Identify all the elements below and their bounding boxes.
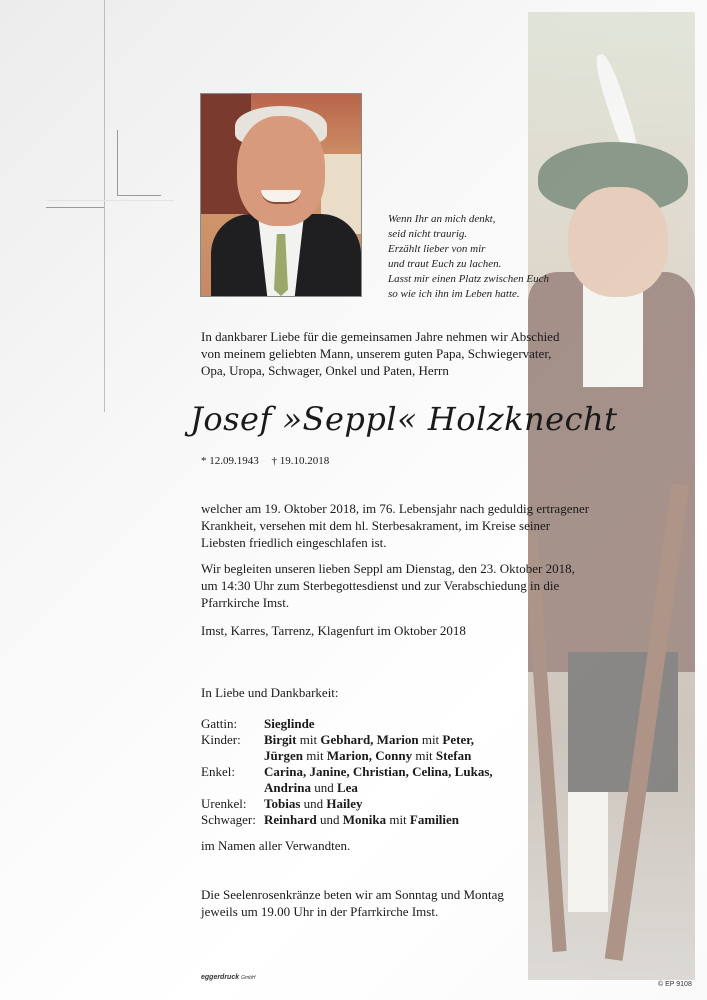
poem-line: Erzählt lieber von mir [388,243,486,255]
life-dates [201,455,339,467]
family-name: Familien [409,812,460,827]
family-list [201,716,493,828]
family-name: Jürgen [264,748,303,763]
death-date: † 19.10.2018 [271,455,330,467]
poem-line: seid nicht traurig. [388,228,468,240]
family-row-kinder [201,732,493,748]
intro-text [201,328,601,379]
poem-line: Lasst mir einen Platz zwischen Euch [388,273,550,285]
poem-line: und traut Euch zu lachen. [388,258,502,270]
family-label: Urenkel: [201,796,247,811]
text-line: jeweils um 19.00 Uhr in der Pfarrkirche Imst. [201,904,439,919]
family-name: Marion, Conny [326,748,413,763]
text-line: um 14:30 Uhr zum Sterbegottesdienst und zur Verabschiedung in die [201,578,560,593]
family-name: Sieglinde [264,716,315,731]
family-row-schwager [201,812,493,828]
family-connector: mit [386,812,410,827]
family-label: Kinder: [201,732,241,747]
rosary-notice [201,886,601,920]
cross-line-vertical [104,0,105,412]
funeral-paragraph [201,560,601,611]
poem-line: Wenn Ihr an mich denkt, [388,213,496,225]
family-row-gattin [201,716,493,732]
poem-line: so wie ich ihn im Leben hatte. [388,288,520,300]
family-connector: und [316,812,343,827]
birth-date: * 12.09.1943 [201,455,259,467]
family-row-urenkel [201,796,493,812]
portrait-photo [201,94,361,296]
background-photo-tracht [528,12,695,980]
cross-line-faint [46,200,174,201]
poem [388,212,578,302]
text-line: welcher am 19. Oktober 2018, im 76. Lebensjahr nach geduldig ertragener [201,501,590,516]
family-connector: mit [296,732,321,747]
family-name: Monika [342,812,387,827]
text-line: Die Seelenrosenkränze beten wir am Sonntag und Montag [201,887,504,902]
intro-line: von meinem geliebten Mann, unserem guten Papa, Schwiegervater, [201,346,552,361]
text-line: Wir begleiten unseren lieben Seppl am Dienstag, den 23. Oktober 2018, [201,561,575,576]
family-name: Tobias [264,796,301,811]
family-connector: mit [303,748,327,763]
place-date-line: Imst, Karres, Tarrenz, Klagenfurt im Oktober 2018 [201,623,466,638]
family-name: Birgit [264,732,297,747]
family-name: Stefan [435,748,472,763]
cross-line-horizontal-left [46,207,104,208]
printer-logo [201,974,256,981]
family-name: Andrina [264,780,311,795]
family-name: Reinhard [264,812,317,827]
family-name: Hailey [326,796,363,811]
printer-suffix: GmbH [241,975,256,981]
cross-line-horizontal [117,195,161,196]
family-row-enkel [201,764,493,780]
family-row-kinder-2 [201,748,493,764]
death-notice-paragraph [201,500,601,551]
family-name: Gebhard, Marion [320,732,419,747]
family-name: Lea [336,780,358,795]
text-line: Krankheit, versehen mit dem hl. Sterbesakrament, im Kreise seiner [201,518,551,533]
intro-line: Opa, Uropa, Schwager, Onkel und Paten, Herrn [201,363,449,378]
document-code: © EP 9108 [658,981,692,988]
family-row-enkel-2 [201,780,493,796]
closing-line: im Namen aller Verwandten. [201,838,351,853]
family-connector: und [310,780,337,795]
text-line: Liebsten friedlich eingeschlafen ist. [201,535,387,550]
family-connector: mit [418,732,443,747]
family-name: Carina, Janine, Christian, Celina, Lukas, [264,764,493,779]
family-label: Enkel: [201,764,235,779]
family-connector: mit [412,748,436,763]
deceased-name: Josef »Seppl« Holzknecht [190,400,618,438]
family-connector: und [300,796,327,811]
cross-line-vertical-short [117,130,118,196]
family-name: Peter, [442,732,475,747]
family-label: Gattin: [201,716,238,731]
text-line: Pfarrkirche Imst. [201,595,290,610]
intro-line: In dankbarer Liebe für die gemeinsamen Jahre nehmen wir Abschied [201,329,560,344]
printer-name: eggerdruck [201,974,240,981]
gratitude-line: In Liebe und Dankbarkeit: [201,685,339,700]
family-label: Schwager: [201,812,256,827]
